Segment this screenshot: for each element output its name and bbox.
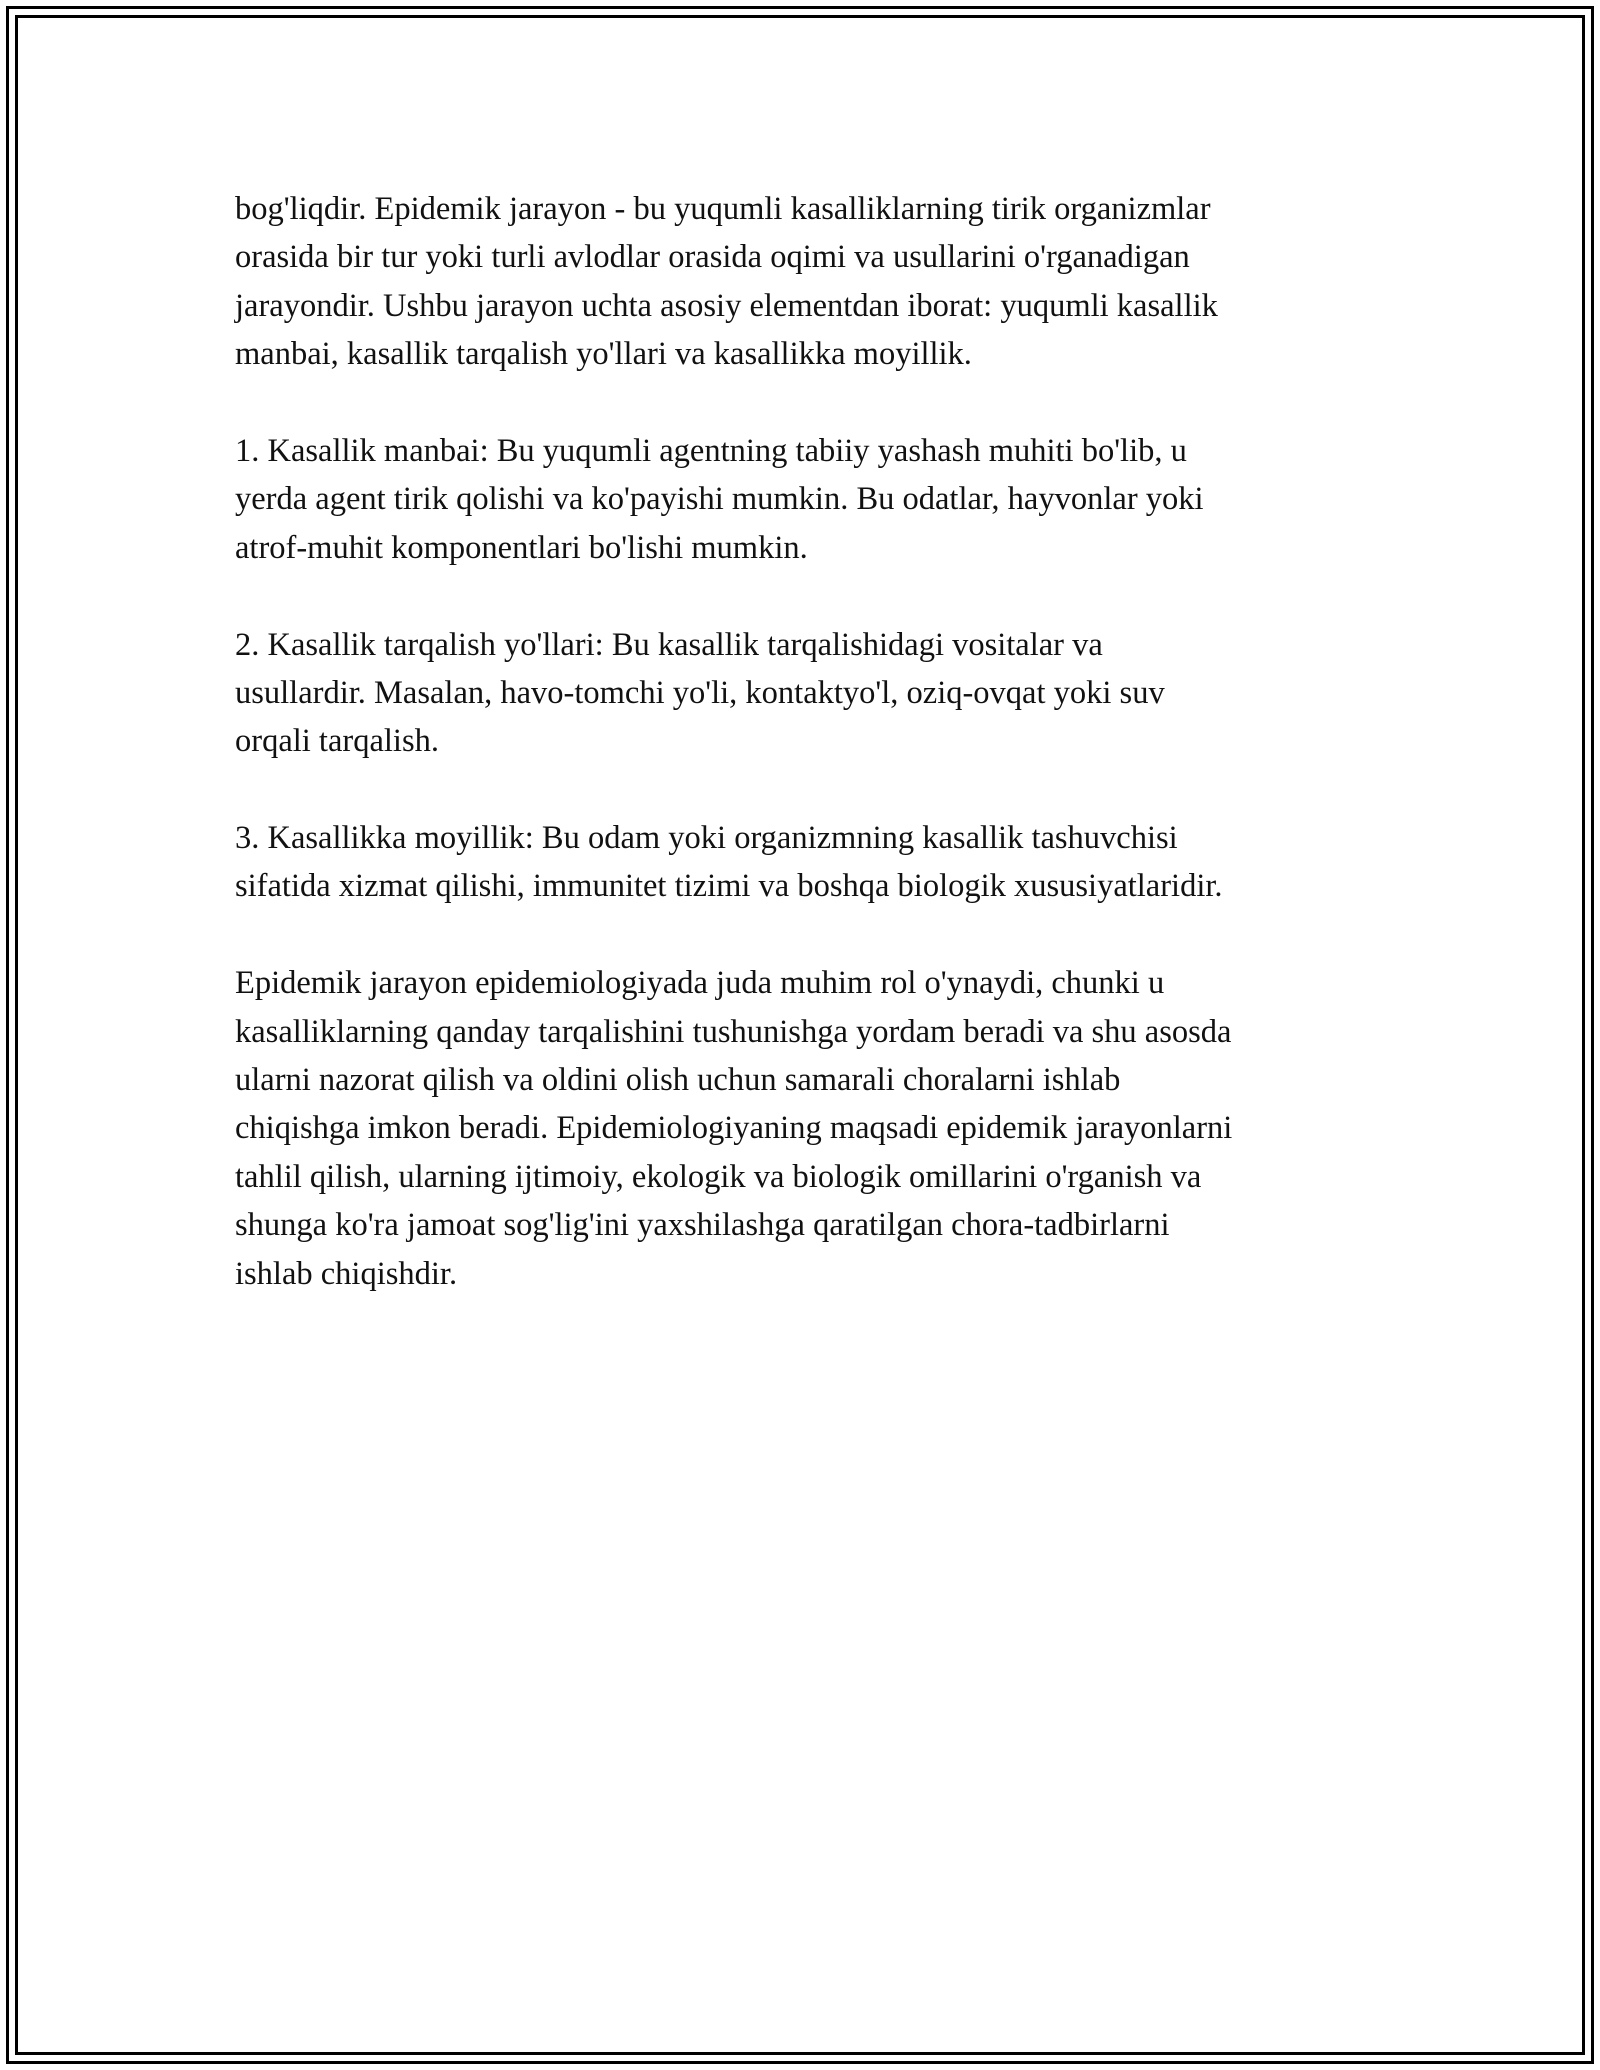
paragraph-conclusion [235, 959, 1405, 1298]
text-line: shunga ko'ra jamoat sog'lig'ini yaxshilashga qaratilgan chora-tadbirlarni [235, 1207, 1170, 1244]
text-line: 1. Kasallik manbai: Bu yuqumli agentning tabiiy yashash muhiti bo'lib, u [235, 432, 1187, 469]
text-line: ularni nazorat qilish va oldini olish uchun samarali choralarni ishlab [235, 1062, 1121, 1099]
text-line: chiqishga imkon beradi. Epidemiologiyaning maqsadi epidemik jarayonlarni [235, 1110, 1233, 1147]
text-line: 3. Kasallikka moyillik: Bu odam yoki organizmning kasallik tashuvchisi [235, 820, 1178, 857]
text-line: 2. Kasallik tarqalish yo'llari: Bu kasallik tarqalishidagi vositalar va [235, 626, 1103, 663]
text-line: orasida bir tur yoki turli avlodlar orasida oqimi va usullarini o'rganadigan [235, 239, 1190, 276]
text-line: bog'liqdir. Epidemik jarayon - bu yuqumli kasalliklarning tirik organizmlar [235, 191, 1211, 227]
text-line: tahlil qilish, ularning ijtimoiy, ekologik va biologik omillarini o'rganish va [235, 1158, 1202, 1195]
paragraph-source [235, 427, 1405, 572]
text-line: orqali tarqalish. [235, 723, 439, 760]
text-line: jarayondir. Ushbu jarayon uchta asosiy elementdan iborat: yuqumli kasallik [235, 287, 1218, 324]
paragraph-intro [235, 185, 1405, 379]
paragraph-transmission [235, 621, 1405, 766]
text-line: atrof-muhit komponentlari bo'lishi mumkin. [235, 529, 808, 566]
text-line: yerda agent tirik qolishi va ko'payishi mumkin. Bu odatlar, hayvonlar yoki [235, 481, 1204, 518]
text-line: usullardir. Masalan, havo-tomchi yo'li, kontaktyo'l, oziq-ovqat yoki suv [235, 674, 1165, 711]
text-line: manbai, kasallik tarqalish yo'llari va kasallikka moyillik. [235, 336, 972, 373]
text-line: sifatida xizmat qilishi, immunitet tizimi va boshqa biologik xususiyatlaridir. [235, 868, 1223, 905]
text-line: kasalliklarning qanday tarqalishini tushunishga yordam beradi va shu asosda [235, 1013, 1232, 1050]
document-body [235, 185, 1405, 1346]
paragraph-susceptibility [235, 814, 1405, 911]
text-line: ishlab chiqishdir. [235, 1255, 458, 1292]
text-line: Epidemik jarayon epidemiologiyada juda muhim rol o'ynaydi, chunki u [235, 965, 1165, 1002]
